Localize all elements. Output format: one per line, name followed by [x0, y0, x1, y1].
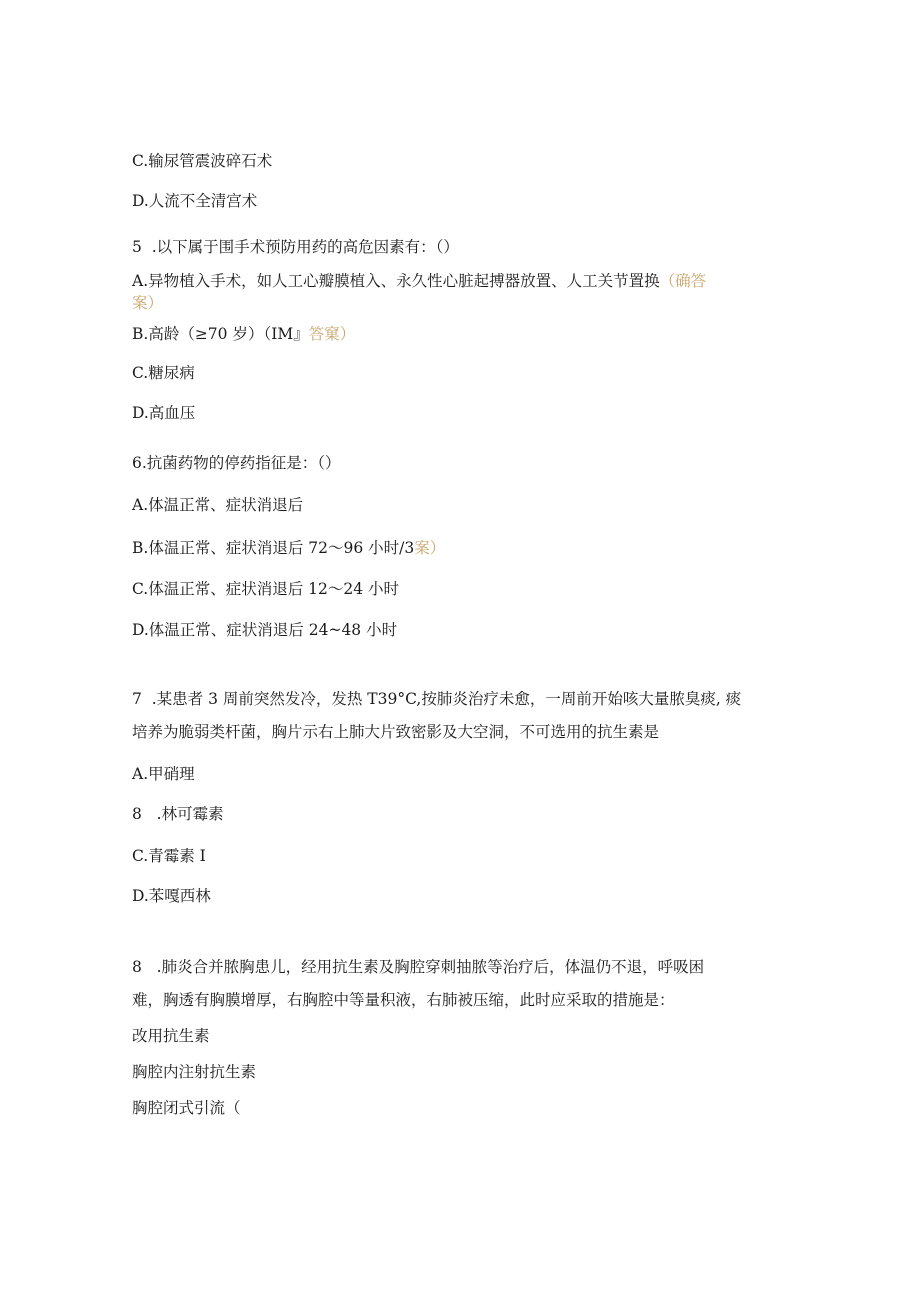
q7-option-c-text: C.青霉素 I	[132, 847, 206, 865]
q4-option-d	[132, 191, 257, 211]
q7-option-a	[132, 764, 195, 784]
q7-stem-text-1: 7 .某患者 3 周前突然发冷，发热 T39°C,按肺炎治疗未愈，一周前开始咳大量脓臭痰, 痰	[132, 690, 742, 708]
q6-option-d	[132, 620, 397, 640]
q7-option-a-text: A.甲硝理	[132, 765, 195, 783]
q5-option-c	[132, 363, 195, 383]
q7-option-c	[132, 846, 206, 866]
q6-stem-text: 6.抗菌药物的停药指征是：（）	[132, 454, 341, 472]
q7-option-b-text: 8 .林可霉素	[132, 805, 224, 823]
q6-option-a-text: A.体温正常、症状消退后	[132, 496, 304, 514]
q8-option-3-text: 胸腔闭式引流（	[132, 1099, 241, 1117]
q5-option-b-text: B.高龄（≥70 岁）（IM』	[132, 325, 309, 343]
q8-stem-text-1: 8 .肺炎合并脓胸患儿，经用抗生素及胸腔穿刺抽脓等治疗后，体温仍不退，呼吸困	[132, 958, 705, 976]
q7-option-d-text: D.苯嘎西林	[132, 887, 211, 905]
q8-option-1	[132, 1026, 210, 1046]
q8-option-2-text: 胸腔内注射抗生素	[132, 1063, 257, 1081]
q7-option-d	[132, 886, 211, 906]
q6-option-b	[132, 538, 445, 558]
q5-option-d-text: D.高血压	[132, 404, 196, 422]
answer-mark: （确答	[659, 272, 707, 290]
q6-stem	[132, 453, 341, 473]
q7-stem-text-2: 培养为脆弱类杆菌，胸片示右上肺大片致密影及大空洞，不可选用的抗生素是	[132, 723, 660, 741]
q6-option-b-text: B.体温正常、症状消退后 72～96 小时/3	[132, 539, 415, 557]
q8-stem-line2	[132, 990, 675, 1010]
q5-option-a-cont	[132, 293, 163, 313]
q8-option-1-text: 改用抗生素	[132, 1027, 210, 1045]
q5-option-a	[132, 271, 706, 291]
q6-option-c-text: C.体温正常、症状消退后 12～24 小时	[132, 580, 400, 598]
q6-option-d-text: D.体温正常、症状消退后 24~48 小时	[132, 621, 398, 639]
q5-option-b	[132, 324, 355, 344]
answer-mark: 案）	[414, 539, 446, 557]
q7-stem-line1	[132, 689, 741, 709]
q5-option-a-text: A.异物植入手术，如人工心瓣膜植入、永久性心脏起搏器放置、人工关节置换	[132, 272, 660, 290]
q5-option-c-text: C.糖尿病	[132, 364, 195, 382]
answer-mark: 答窠）	[308, 325, 356, 343]
q4-option-c-text: C.输尿管震波碎石术	[132, 152, 273, 170]
q4-option-c	[132, 151, 272, 171]
q4-option-d-text: D.人流不全清宫术	[132, 192, 258, 210]
q8-option-2	[132, 1062, 256, 1082]
q6-option-c	[132, 579, 399, 599]
q8-stem-text-2: 难，胸透有胸膜增厚，右胸腔中等量积液，右肺被压缩，此时应采取的措施是：	[132, 991, 675, 1009]
q5-option-d	[132, 403, 195, 423]
q8-option-3	[132, 1098, 241, 1118]
q8-stem-line1	[132, 957, 704, 977]
q5-stem-text: 5 .以下属于围手术预防用药的高危因素有：（）	[132, 238, 459, 256]
answer-mark: 案）	[132, 294, 164, 312]
q6-option-a	[132, 495, 303, 515]
q5-stem	[132, 237, 459, 257]
q7-stem-line2	[132, 722, 659, 742]
q7-option-b	[132, 804, 224, 824]
